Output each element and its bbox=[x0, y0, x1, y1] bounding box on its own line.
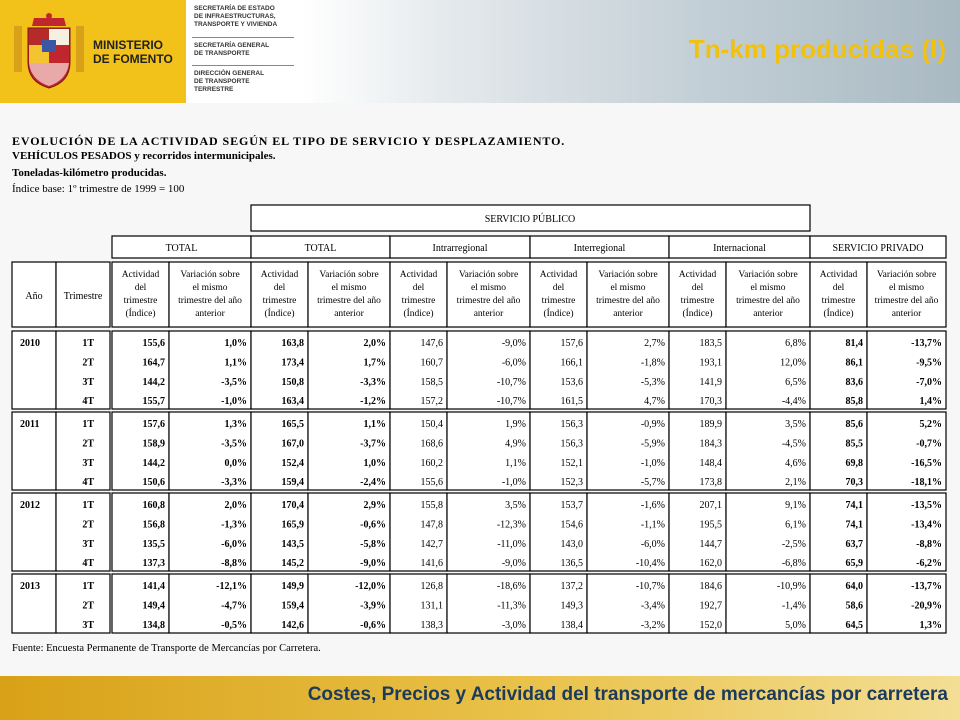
subheader-text: trimestre del año bbox=[596, 296, 660, 306]
data-value: -13,4% bbox=[911, 519, 942, 531]
data-value: -20,9% bbox=[911, 600, 942, 612]
data-value: 189,9 bbox=[699, 419, 722, 430]
subheader-text: (Índice) bbox=[543, 309, 574, 319]
data-value: 5,2% bbox=[919, 419, 942, 430]
data-value: 155,7 bbox=[142, 396, 165, 408]
subheader-text: Actividad bbox=[819, 270, 858, 280]
data-value: -1,0% bbox=[640, 457, 665, 469]
data-value: 167,0 bbox=[281, 438, 304, 450]
data-value: 4,7% bbox=[644, 396, 665, 408]
data-value: 170,4 bbox=[281, 500, 304, 511]
data-value: 143,0 bbox=[560, 538, 583, 550]
data-value: 184,3 bbox=[699, 438, 722, 450]
data-value: 164,7 bbox=[142, 357, 165, 369]
data-value: 165,5 bbox=[281, 419, 304, 430]
data-value: 155,8 bbox=[420, 500, 443, 511]
data-value: 131,1 bbox=[420, 600, 443, 612]
footer-banner bbox=[0, 676, 960, 720]
data-value: 145,2 bbox=[281, 558, 304, 570]
data-value: -2,5% bbox=[781, 538, 806, 550]
data-value: 157,6 bbox=[142, 419, 165, 430]
data-value: 0,0% bbox=[224, 457, 247, 469]
quarter-label: 2T bbox=[82, 519, 94, 531]
slide-title: Tn-km producidas (I) bbox=[688, 34, 946, 64]
data-value: 58,6 bbox=[845, 600, 863, 612]
data-value: -10,7% bbox=[496, 396, 526, 408]
data-value: 12,0% bbox=[780, 357, 806, 369]
data-value: -3,3% bbox=[360, 376, 386, 388]
data-value: 64,0 bbox=[845, 581, 863, 592]
subheader-text: anterior bbox=[473, 309, 504, 319]
data-value: 155,6 bbox=[420, 477, 443, 489]
data-value: 6,1% bbox=[785, 519, 806, 531]
data-value: -9,0% bbox=[501, 338, 526, 349]
data-value: -5,3% bbox=[640, 376, 665, 388]
data-value: 147,6 bbox=[420, 338, 443, 349]
data-value: -6,0% bbox=[640, 538, 665, 550]
subheader-text: anterior bbox=[753, 309, 783, 319]
data-value: -18,6% bbox=[496, 581, 526, 592]
subheader-text: del bbox=[552, 283, 565, 293]
data-value: 143,5 bbox=[281, 538, 304, 550]
subheader-text: Actividad bbox=[121, 270, 160, 280]
data-value: -0,9% bbox=[640, 419, 665, 430]
subheader-text: Variación sobre bbox=[876, 270, 937, 280]
data-value: -10,7% bbox=[635, 581, 665, 592]
data-value: 5,0% bbox=[785, 619, 806, 631]
data-value: 150,6 bbox=[142, 477, 165, 489]
data-value: -9,0% bbox=[501, 558, 526, 570]
data-value: 63,7 bbox=[845, 538, 863, 550]
data-value: -4,5% bbox=[781, 438, 806, 450]
data-value: 155,6 bbox=[142, 338, 165, 349]
subheader-text: el mismo bbox=[888, 283, 925, 293]
data-value: 173,4 bbox=[281, 357, 304, 369]
table-heading-index-base: Índice base: 1º trimestre de 1999 = 100 bbox=[12, 183, 185, 195]
subheader-text: el mismo bbox=[470, 283, 507, 293]
data-value: -6,0% bbox=[221, 538, 247, 550]
quarter-label: 1T bbox=[82, 419, 94, 430]
data-value: -9,5% bbox=[916, 357, 942, 369]
data-value: 183,5 bbox=[699, 338, 722, 349]
data-value: 152,4 bbox=[281, 457, 304, 469]
data-value: 141,6 bbox=[420, 558, 443, 570]
data-value: -0,5% bbox=[221, 619, 247, 631]
quarter-label: 1T bbox=[82, 338, 94, 349]
data-value: 137,2 bbox=[560, 581, 583, 592]
group-header-label: Internacional bbox=[713, 243, 766, 254]
data-value: -11,3% bbox=[497, 600, 526, 612]
subheader-text: anterior bbox=[195, 309, 225, 319]
data-value: -0,6% bbox=[360, 619, 386, 631]
data-value: -1,6% bbox=[640, 500, 665, 511]
data-value: 9,1% bbox=[785, 500, 806, 511]
data-value: 1,1% bbox=[505, 457, 526, 469]
subheader-text: anterior bbox=[334, 309, 364, 319]
subheader-text: anterior bbox=[613, 309, 643, 319]
data-value: -8,8% bbox=[916, 538, 942, 550]
group-header-label: TOTAL bbox=[165, 243, 198, 254]
data-value: -12,1% bbox=[216, 581, 247, 592]
subheader-text: trimestre del año bbox=[456, 296, 521, 306]
data-value: 126,8 bbox=[420, 581, 443, 592]
subheader-text: del bbox=[412, 283, 425, 293]
data-value: -6,0% bbox=[501, 357, 526, 369]
quarter-label: 2T bbox=[82, 438, 94, 450]
data-value: 86,1 bbox=[845, 357, 863, 369]
data-value: 136,5 bbox=[560, 558, 583, 570]
subheader-text: el mismo bbox=[192, 283, 228, 293]
year-label: 2010 bbox=[20, 338, 40, 349]
subheader-text: trimestre del año bbox=[736, 296, 800, 306]
group-header-label: TOTAL bbox=[304, 243, 337, 254]
subheader-text: anterior bbox=[891, 309, 922, 319]
subheader-text: trimestre bbox=[680, 296, 715, 306]
data-value: -6,8% bbox=[781, 558, 806, 570]
data-value: 70,3 bbox=[845, 477, 863, 489]
data-value: 2,9% bbox=[363, 500, 386, 511]
data-value: 1,3% bbox=[224, 419, 247, 430]
data-value: -3,9% bbox=[360, 600, 386, 612]
data-value: -3,5% bbox=[221, 438, 247, 450]
quarter-label: 4T bbox=[82, 558, 94, 570]
secretaria-estado-label: SECRETARÍA DE ESTADO DE INFRAESTRUCTURAS, TRANSPORTE Y VIVIENDA bbox=[194, 5, 278, 28]
data-value: 156,8 bbox=[142, 519, 165, 531]
year-label: 2013 bbox=[20, 581, 40, 592]
data-value: 154,6 bbox=[560, 519, 583, 531]
data-value: 144,2 bbox=[142, 457, 165, 469]
subheader-text: Variación sobre bbox=[598, 270, 658, 280]
data-value: 83,6 bbox=[845, 376, 863, 388]
data-value: 153,6 bbox=[560, 376, 583, 388]
data-value: 74,1 bbox=[845, 500, 863, 511]
data-value: 159,4 bbox=[281, 600, 304, 612]
data-value: 193,1 bbox=[699, 357, 722, 369]
data-value: 65,9 bbox=[845, 558, 863, 570]
direccion-general-label: DIRECCIÓN GENERAL DE TRANSPORTE TERRESTRE bbox=[194, 70, 265, 93]
quarter-label: 1T bbox=[82, 581, 94, 592]
subheader-text: Variación sobre bbox=[738, 270, 798, 280]
data-value: 4,6% bbox=[785, 457, 806, 469]
data-value: 159,4 bbox=[281, 477, 304, 489]
subheader-text: Variación sobre bbox=[319, 270, 379, 280]
data-value: 162,0 bbox=[699, 558, 722, 570]
data-value: -3,2% bbox=[640, 619, 665, 631]
subheader-text: Actividad bbox=[678, 270, 717, 280]
subheader-text: trimestre bbox=[123, 296, 158, 306]
subheader-text: del bbox=[273, 283, 286, 293]
table-heading-vehicles: VEHÍCULOS PESADOS y recorridos intermunicipales. bbox=[12, 150, 276, 162]
data-value: 1,0% bbox=[224, 338, 247, 349]
data-value: -1,2% bbox=[360, 396, 386, 408]
data-value: -7,0% bbox=[916, 376, 942, 388]
quarter-label: 2T bbox=[82, 600, 94, 612]
secretaria-general-label: SECRETARÍA GENERAL DE TRANSPORTE bbox=[194, 42, 270, 57]
source-note: Fuente: Encuesta Permanente de Transporte de Mercancías por Carretera. bbox=[12, 643, 321, 654]
subheader-text: trimestre bbox=[262, 296, 297, 306]
data-value: 2,0% bbox=[363, 338, 386, 349]
data-value: 81,4 bbox=[845, 338, 863, 349]
subheader-text: Actividad bbox=[539, 270, 578, 280]
subheader-text: del bbox=[134, 283, 147, 293]
data-value: 165,9 bbox=[281, 519, 304, 531]
quarter-label: 3T bbox=[82, 619, 94, 631]
quarter-label: 4T bbox=[82, 396, 94, 408]
data-value: 4,9% bbox=[505, 438, 526, 450]
data-value: 138,3 bbox=[420, 619, 443, 631]
data-value: -5,9% bbox=[640, 438, 665, 450]
group-header-label: Interregional bbox=[573, 243, 626, 254]
data-value: -10,7% bbox=[496, 376, 526, 388]
data-value: 74,1 bbox=[845, 519, 863, 531]
data-value: 2,7% bbox=[644, 338, 665, 349]
data-value: -1,0% bbox=[221, 396, 247, 408]
subheader-text: trimestre del año bbox=[178, 296, 242, 306]
data-value: 3,5% bbox=[785, 419, 806, 430]
data-value: 141,9 bbox=[699, 376, 722, 388]
quarter-label: 4T bbox=[82, 477, 94, 489]
data-value: 150,8 bbox=[281, 376, 304, 388]
subheader-text: (Índice) bbox=[125, 309, 156, 319]
data-value: 168,6 bbox=[420, 438, 443, 450]
data-value: -1,1% bbox=[640, 519, 665, 531]
data-value: 150,4 bbox=[420, 419, 443, 430]
subheader-text: Actividad bbox=[260, 270, 299, 280]
data-value: 161,5 bbox=[560, 396, 583, 408]
data-value: -1,8% bbox=[640, 357, 665, 369]
data-value: 69,8 bbox=[845, 457, 863, 469]
data-value: 144,2 bbox=[142, 376, 165, 388]
data-value: -13,7% bbox=[911, 581, 942, 592]
subheader-text: (Índice) bbox=[823, 309, 854, 319]
data-value: 163,8 bbox=[281, 338, 304, 349]
data-value: 1,7% bbox=[363, 357, 386, 369]
data-value: 142,7 bbox=[420, 538, 443, 550]
data-value: 64,5 bbox=[845, 619, 863, 631]
quarter-label: 1T bbox=[82, 500, 94, 511]
quarter-label: 3T bbox=[82, 376, 94, 388]
data-value: 85,8 bbox=[845, 396, 863, 408]
data-value: 192,7 bbox=[699, 600, 722, 612]
data-value: -3,7% bbox=[360, 438, 386, 450]
data-value: -11,0% bbox=[497, 538, 526, 550]
subheader-text: trimestre bbox=[541, 296, 576, 306]
subheader-text: (Índice) bbox=[682, 309, 713, 319]
data-value: 144,7 bbox=[699, 538, 722, 550]
data-value: -0,7% bbox=[916, 438, 942, 450]
data-value: 152,0 bbox=[699, 619, 722, 631]
data-value: -3,5% bbox=[221, 376, 247, 388]
data-value: 156,3 bbox=[560, 438, 583, 450]
data-value: 2,0% bbox=[224, 500, 247, 511]
subheader-text: del bbox=[691, 283, 704, 293]
data-value: 166,1 bbox=[560, 357, 583, 369]
data-value: -3,0% bbox=[501, 619, 526, 631]
ministry-name: MINISTERIO DE FOMENTO bbox=[93, 38, 173, 66]
data-value: -3,3% bbox=[221, 477, 247, 489]
data-value: 152,3 bbox=[560, 477, 583, 489]
data-value: -8,8% bbox=[221, 558, 247, 570]
data-value: -10,9% bbox=[776, 581, 806, 592]
subheader-text: trimestre bbox=[821, 296, 856, 306]
data-value: 85,5 bbox=[845, 438, 863, 450]
subheader-text: Variación sobre bbox=[458, 270, 519, 280]
year-column-label: Año bbox=[25, 291, 43, 302]
quarter-column-label: Trimestre bbox=[63, 291, 103, 302]
data-value: 138,4 bbox=[560, 619, 583, 631]
data-value: -0,6% bbox=[360, 519, 386, 531]
data-value: 147,8 bbox=[420, 519, 443, 531]
data-value: 141,4 bbox=[142, 581, 165, 592]
group-header-label: Intrarregional bbox=[432, 243, 488, 254]
data-value: 134,8 bbox=[142, 619, 165, 631]
data-value: 160,2 bbox=[420, 457, 443, 469]
data-value: 163,4 bbox=[281, 396, 304, 408]
data-value: 85,6 bbox=[845, 419, 863, 430]
data-value: -1,3% bbox=[221, 519, 247, 531]
data-value: 158,9 bbox=[142, 438, 165, 450]
data-value: 170,3 bbox=[699, 396, 722, 408]
subheader-text: Variación sobre bbox=[180, 270, 240, 280]
data-value: 157,2 bbox=[420, 396, 443, 408]
data-value: 156,3 bbox=[560, 419, 583, 430]
subheader-text: Actividad bbox=[399, 270, 438, 280]
data-value: 149,9 bbox=[281, 581, 304, 592]
data-value: 1,3% bbox=[919, 619, 942, 631]
data-value: -5,7% bbox=[640, 477, 665, 489]
data-value: 6,8% bbox=[785, 338, 806, 349]
data-value: 148,4 bbox=[699, 457, 722, 469]
data-value: -5,8% bbox=[360, 538, 386, 550]
data-value: -3,4% bbox=[640, 600, 665, 612]
data-value: 1,9% bbox=[505, 419, 526, 430]
subheader-text: trimestre del año bbox=[874, 296, 939, 306]
data-value: 184,6 bbox=[699, 581, 722, 592]
subheader-text: (Índice) bbox=[264, 309, 295, 319]
data-value: -6,2% bbox=[916, 558, 942, 570]
table-heading-main: EVOLUCIÓN DE LA ACTIVIDAD SEGÚN EL TIPO DE SERVICIO Y DESPLAZAMIENTO. bbox=[12, 134, 566, 148]
data-value: 142,6 bbox=[281, 619, 304, 631]
data-value: 173,8 bbox=[699, 477, 722, 489]
data-value: -4,7% bbox=[221, 600, 247, 612]
data-value: -18,1% bbox=[911, 477, 942, 489]
quarter-label: 3T bbox=[82, 538, 94, 550]
subheader-text: el mismo bbox=[331, 283, 367, 293]
quarter-label: 3T bbox=[82, 457, 94, 469]
data-value: -12,0% bbox=[355, 581, 386, 592]
data-value: 3,5% bbox=[505, 500, 526, 511]
data-value: -1,0% bbox=[501, 477, 526, 489]
data-value: 1,1% bbox=[224, 357, 247, 369]
data-value: 207,1 bbox=[699, 500, 722, 511]
subheader-text: el mismo bbox=[610, 283, 646, 293]
data-value: 158,5 bbox=[420, 376, 443, 388]
year-label: 2012 bbox=[20, 500, 40, 511]
year-label: 2011 bbox=[20, 419, 40, 430]
data-value: 160,8 bbox=[142, 500, 165, 511]
data-value: 160,7 bbox=[420, 357, 443, 369]
data-value: -4,4% bbox=[781, 396, 806, 408]
data-value: 6,5% bbox=[785, 376, 806, 388]
data-value: -10,4% bbox=[635, 558, 665, 570]
data-value: 1,4% bbox=[919, 396, 942, 408]
data-value: -1,4% bbox=[781, 600, 806, 612]
data-value: -9,0% bbox=[360, 558, 386, 570]
subheader-text: trimestre del año bbox=[317, 296, 381, 306]
subheader-text: (Índice) bbox=[403, 309, 434, 319]
data-value: -2,4% bbox=[360, 477, 386, 489]
table-heading-unit: Toneladas-kilómetro producidas. bbox=[12, 167, 167, 179]
data-value: 149,4 bbox=[142, 600, 165, 612]
data-value: 2,1% bbox=[785, 477, 806, 489]
data-value: 1,1% bbox=[363, 419, 386, 430]
data-value: 149,3 bbox=[560, 600, 583, 612]
data-value: 153,7 bbox=[560, 500, 583, 511]
data-value: 152,1 bbox=[560, 457, 583, 469]
data-value: 137,3 bbox=[142, 558, 165, 570]
data-value: 157,6 bbox=[560, 338, 583, 349]
data-value: -12,3% bbox=[496, 519, 526, 531]
servicio-publico-label: SERVICIO PÚBLICO bbox=[484, 214, 576, 225]
data-value: 195,5 bbox=[699, 519, 722, 531]
data-value: 135,5 bbox=[142, 538, 165, 550]
data-value: 1,0% bbox=[363, 457, 386, 469]
subheader-text: trimestre bbox=[401, 296, 436, 306]
group-header-label: SERVICIO PRIVADO bbox=[832, 243, 924, 254]
data-value: -13,7% bbox=[911, 338, 942, 349]
footer-title: Costes, Precios y Actividad del transporte de mercancías por carretera bbox=[307, 684, 948, 705]
subheader-text: el mismo bbox=[750, 283, 786, 293]
data-value: -16,5% bbox=[911, 457, 942, 469]
data-value: -13,5% bbox=[911, 500, 942, 511]
quarter-label: 2T bbox=[82, 357, 94, 369]
subheader-text: del bbox=[832, 283, 845, 293]
